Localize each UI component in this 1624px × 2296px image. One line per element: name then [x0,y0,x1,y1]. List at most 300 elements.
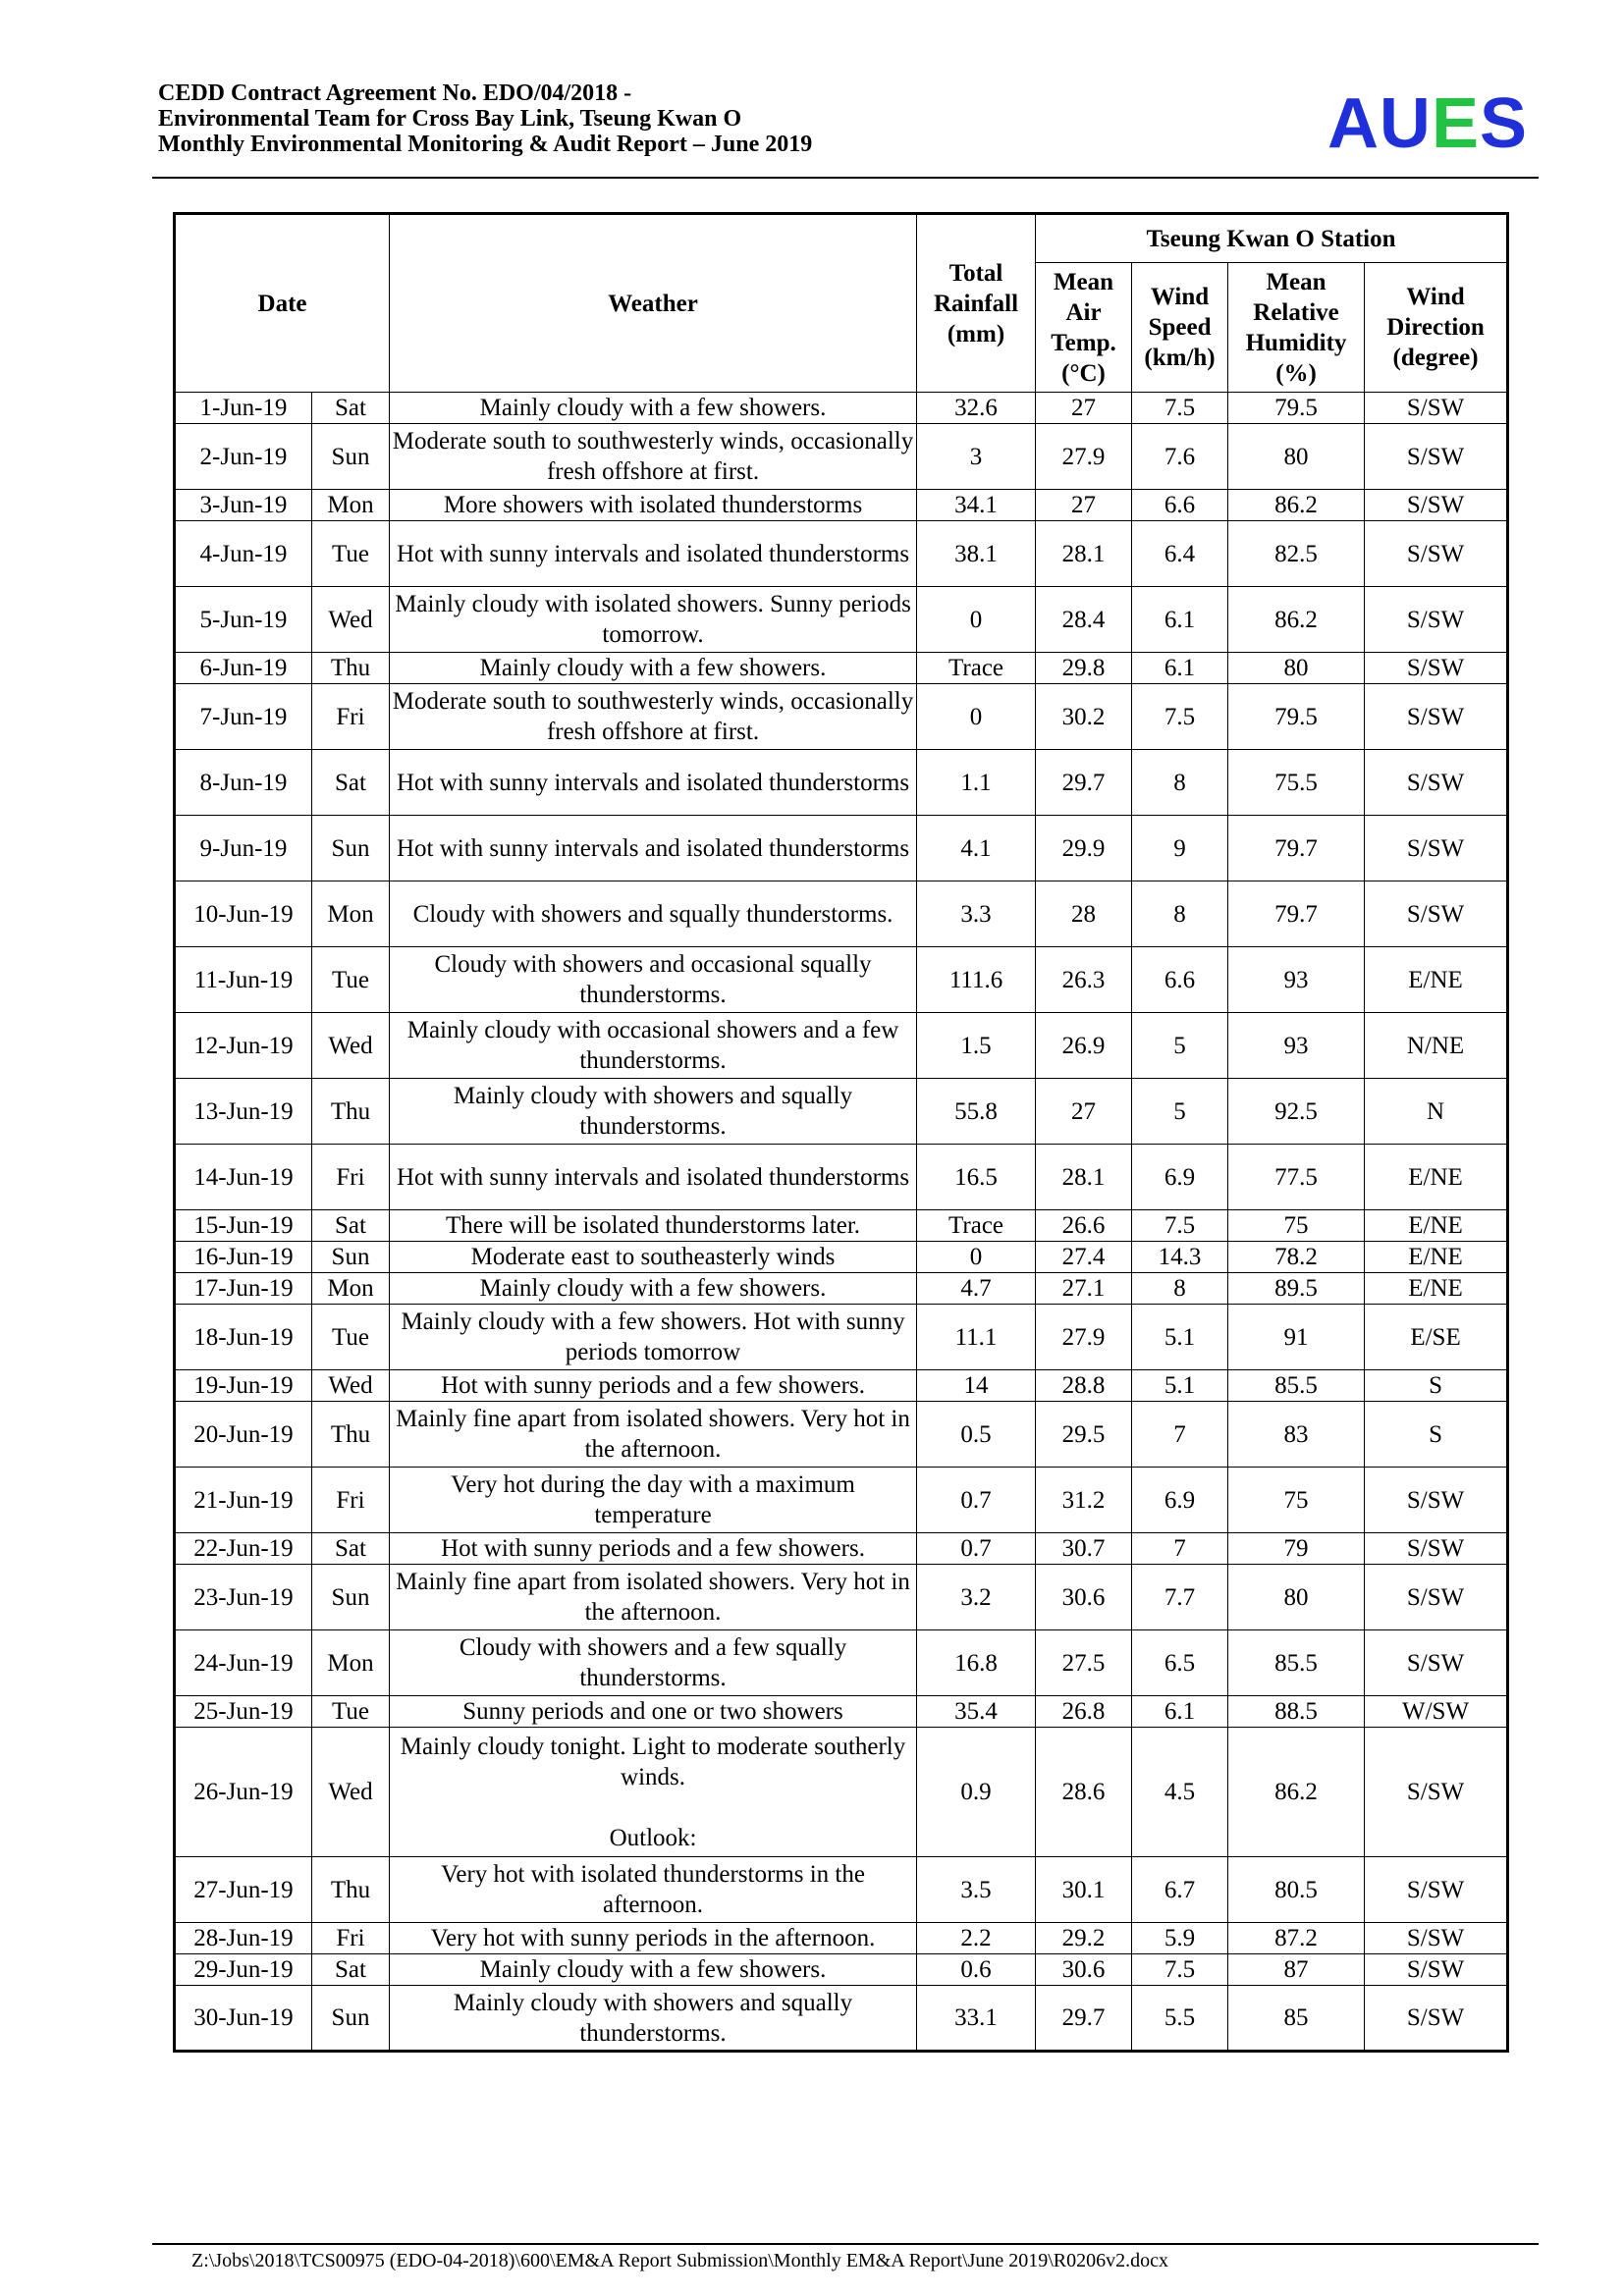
weather-cell [390,1370,917,1402]
temp-cell: 30.6 [1036,1954,1132,1986]
file-path-footer: Z:\Jobs\2018\TCS00975 (EDO-04-2018)\600\EM&A Report Submission\Monthly EM&A Report\June 2019\R0206v2.docx [191,2250,1169,2271]
day-cell: Thu [312,653,390,684]
wind-speed-cell: 6.6 [1132,947,1228,1013]
date-cell: 10-Jun-19 [175,881,312,947]
wind-direction-cell: S/SW [1365,1728,1508,1857]
date-cell: 28-Jun-19 [175,1923,312,1954]
date-cell: 12-Jun-19 [175,1013,312,1079]
rainfall-cell: 2.2 [917,1923,1036,1954]
weather-text: Moderate south to southwesterly winds, occasionally fresh offshore at first. [392,428,914,485]
wind-speed-cell: 6.1 [1132,587,1228,653]
wind-speed-cell: 6.1 [1132,653,1228,684]
wind-direction-header: Wind Direction (degree) [1365,263,1508,393]
weather-cell [390,1630,917,1696]
table-row [175,1565,1508,1630]
date-cell: 25-Jun-19 [175,1696,312,1728]
humidity-cell: 89.5 [1228,1273,1365,1305]
day-cell: Tue [312,521,390,587]
rainfall-cell: 32.6 [917,393,1036,424]
temp-cell: 28.8 [1036,1370,1132,1402]
wind-direction-cell: E/NE [1365,1273,1508,1305]
wind-direction-cell: S [1365,1402,1508,1468]
date-cell: 26-Jun-19 [175,1728,312,1857]
rainfall-cell: Trace [917,653,1036,684]
weather-text: Mainly fine apart from isolated showers. Very hot in the afternoon. [396,1569,910,1626]
temp-cell: 31.2 [1036,1468,1132,1533]
rainfall-cell: 35.4 [917,1696,1036,1728]
wind-speed-cell: 6.9 [1132,1468,1228,1533]
day-cell: Sat [312,750,390,816]
table-row [175,1370,1508,1402]
humidity-cell: 77.5 [1228,1145,1365,1210]
wind-direction-cell: S/SW [1365,587,1508,653]
table-row [175,1630,1508,1696]
day-cell: Fri [312,684,390,750]
wind-speed-cell: 6.1 [1132,1696,1228,1728]
weather-table [173,212,1509,2053]
table-row [175,1923,1508,1954]
date-cell: 14-Jun-19 [175,1145,312,1210]
weather-cell [390,947,917,1013]
day-cell: Fri [312,1923,390,1954]
wind-direction-cell: W/SW [1365,1696,1508,1728]
humidity-cell: 93 [1228,947,1365,1013]
day-cell: Wed [312,1013,390,1079]
table-row [175,1696,1508,1728]
wind-direction-cell: S/SW [1365,881,1508,947]
wind-speed-cell: 7.5 [1132,1954,1228,1986]
weather-cell [390,1402,917,1468]
temp-cell: 27.5 [1036,1630,1132,1696]
weather-text: Mainly cloudy with a few showers. [479,655,827,681]
humidity-cell: 87 [1228,1954,1365,1986]
weather-text: Mainly cloudy with a few showers. Hot with sunny periods tomorrow [401,1308,905,1365]
wind-speed-cell: 4.5 [1132,1728,1228,1857]
day-cell: Mon [312,881,390,947]
report-title-line: Monthly Environmental Monitoring & Audit Report – June 2019 [158,132,813,157]
temp-cell: 28.4 [1036,587,1132,653]
wind-speed-cell: 5 [1132,1013,1228,1079]
day-cell: Sat [312,393,390,424]
rainfall-cell: 1.5 [917,1013,1036,1079]
humidity-cell: 93 [1228,1013,1365,1079]
weather-text: Hot with sunny intervals and isolated thunderstorms [396,1163,910,1191]
weather-text: Cloudy with showers and occasional squally thunderstorms. [434,951,872,1008]
day-cell: Mon [312,490,390,521]
weather-text: Mainly cloudy with a few showers. [479,1275,827,1302]
weather-cell [390,393,917,424]
weather-text: Mainly cloudy with isolated showers. Sunny periods tomorrow. [395,591,911,648]
temp-cell: 27.4 [1036,1242,1132,1273]
weather-outlook: Outlook: [609,1824,697,1851]
temp-cell: 27 [1036,1079,1132,1145]
wind-direction-cell: S/SW [1365,1923,1508,1954]
date-cell: 21-Jun-19 [175,1468,312,1533]
humidity-cell: 80 [1228,653,1365,684]
temp-cell: 27 [1036,490,1132,521]
date-cell: 8-Jun-19 [175,750,312,816]
weather-text: Very hot during the day with a maximum temperature [451,1471,855,1528]
day-cell: Tue [312,947,390,1013]
weather-text: Mainly cloudy with showers and squally thunderstorms. [453,1083,853,1140]
temp-cell: 29.2 [1036,1923,1132,1954]
weather-text: Moderate south to southwesterly winds, occasionally fresh offshore at first. [392,688,914,745]
date-header: Date [175,214,390,393]
wind-direction-cell: E/SE [1365,1305,1508,1370]
date-cell: 5-Jun-19 [175,587,312,653]
wind-speed-cell: 7.5 [1132,1210,1228,1242]
table-row [175,1210,1508,1242]
humidity-cell: 86.2 [1228,1728,1365,1857]
wind-speed-cell: 7 [1132,1533,1228,1565]
rainfall-cell: 55.8 [917,1079,1036,1145]
day-cell: Thu [312,1079,390,1145]
rainfall-cell: 14 [917,1370,1036,1402]
date-cell: 16-Jun-19 [175,1242,312,1273]
date-cell: 13-Jun-19 [175,1079,312,1145]
rainfall-cell: 1.1 [917,750,1036,816]
date-cell: 20-Jun-19 [175,1402,312,1468]
wind-direction-cell: S/SW [1365,816,1508,881]
weather-cell [390,1242,917,1273]
day-cell: Wed [312,1370,390,1402]
wind-speed-cell: 8 [1132,1273,1228,1305]
weather-cell [390,881,917,947]
date-cell: 27-Jun-19 [175,1857,312,1923]
weather-cell [390,1145,917,1210]
weather-text: Hot with sunny intervals and isolated thunderstorms [396,834,910,862]
weather-text: Hot with sunny periods and a few showers. [441,1372,865,1399]
weather-text: Hot with sunny intervals and isolated thunderstorms [396,769,910,796]
wind-direction-cell: E/NE [1365,1145,1508,1210]
weather-cell [390,1533,917,1565]
table-row [175,490,1508,521]
humidity-cell: 80 [1228,1565,1365,1630]
team-line: Environmental Team for Cross Bay Link, Tseung Kwan O [158,106,742,132]
day-cell: Thu [312,1857,390,1923]
rainfall-cell: 11.1 [917,1305,1036,1370]
wind-direction-cell: S/SW [1365,1468,1508,1533]
rainfall-cell: 3.2 [917,1565,1036,1630]
wind-speed-cell: 7.5 [1132,684,1228,750]
rainfall-cell: 3 [917,424,1036,490]
weather-text: Mainly cloudy with occasional showers and a few thunderstorms. [406,1017,899,1074]
humidity-cell: 80.5 [1228,1857,1365,1923]
table-row [175,653,1508,684]
table-row [175,1145,1508,1210]
table-row [175,816,1508,881]
wind-direction-cell: S/SW [1365,521,1508,587]
rainfall-cell: 34.1 [917,490,1036,521]
wind-speed-header: Wind Speed (km/h) [1132,263,1228,393]
table-row [175,393,1508,424]
day-cell: Sun [312,1986,390,2052]
rainfall-header: Total Rainfall (mm) [917,214,1036,393]
wind-speed-cell: 7 [1132,1402,1228,1468]
weather-cell [390,1728,917,1857]
day-cell: Thu [312,1402,390,1468]
weather-text: Mainly cloudy with a few showers. [479,1956,827,1983]
rainfall-cell: 0.6 [917,1954,1036,1986]
weather-text: Cloudy with showers and a few squally thunderstorms. [459,1634,847,1691]
footer-divider [152,2243,1539,2245]
day-cell: Sun [312,1565,390,1630]
wind-speed-cell: 7.6 [1132,424,1228,490]
header-text [158,80,812,157]
temp-cell: 28.6 [1036,1728,1132,1857]
wind-speed-cell: 5.1 [1132,1305,1228,1370]
rainfall-cell: 16.5 [917,1145,1036,1210]
date-cell: 30-Jun-19 [175,1986,312,2052]
humidity-cell: 92.5 [1228,1079,1365,1145]
wind-direction-cell: S/SW [1365,1630,1508,1696]
weather-text: Moderate east to southeasterly winds [470,1244,836,1270]
temp-header: Mean Air Temp. (°C) [1036,263,1132,393]
temp-cell: 29.5 [1036,1402,1132,1468]
date-cell: 2-Jun-19 [175,424,312,490]
wind-speed-cell: 6.9 [1132,1145,1228,1210]
rainfall-cell: 111.6 [917,947,1036,1013]
wind-direction-cell: S/SW [1365,424,1508,490]
temp-cell: 26.8 [1036,1696,1132,1728]
wind-direction-cell: S/SW [1365,1533,1508,1565]
wind-direction-cell: S/SW [1365,393,1508,424]
weather-text: Hot with sunny intervals and isolated thunderstorms [396,540,910,567]
weather-cell [390,1013,917,1079]
wind-direction-cell: S/SW [1365,1986,1508,2052]
table-row [175,1273,1508,1305]
station-header: Tseung Kwan O Station [1036,214,1508,263]
temp-cell: 29.7 [1036,750,1132,816]
date-cell: 17-Jun-19 [175,1273,312,1305]
temp-cell: 30.7 [1036,1533,1132,1565]
humidity-cell: 87.2 [1228,1923,1365,1954]
wind-direction-cell: S/SW [1365,684,1508,750]
weather-cell [390,1954,917,1986]
rainfall-cell: 0.9 [917,1728,1036,1857]
wind-direction-cell: N [1365,1079,1508,1145]
temp-cell: 29.8 [1036,653,1132,684]
date-cell: 4-Jun-19 [175,521,312,587]
humidity-cell: 80 [1228,424,1365,490]
table-row [175,424,1508,490]
date-cell: 19-Jun-19 [175,1370,312,1402]
humidity-cell: 79.5 [1228,684,1365,750]
humidity-cell: 79 [1228,1533,1365,1565]
weather-cell [390,1305,917,1370]
humidity-cell: 86.2 [1228,587,1365,653]
date-cell: 6-Jun-19 [175,653,312,684]
date-cell: 24-Jun-19 [175,1630,312,1696]
wind-direction-cell: E/NE [1365,1242,1508,1273]
rainfall-cell: 38.1 [917,521,1036,587]
weather-cell [390,424,917,490]
table-row [175,1402,1508,1468]
weather-cell [390,1273,917,1305]
weather-cell [390,653,917,684]
wind-direction-cell: E/NE [1365,947,1508,1013]
header-divider [152,177,1539,179]
humidity-cell: 88.5 [1228,1696,1365,1728]
table-row [175,1728,1508,1857]
table-row [175,1986,1508,2052]
date-cell: 18-Jun-19 [175,1305,312,1370]
wind-direction-cell: S/SW [1365,750,1508,816]
weather-text: Cloudy with showers and squally thunderstorms. [412,900,893,928]
weather-text: There will be isolated thunderstorms later. [445,1212,861,1239]
rainfall-cell: 4.7 [917,1273,1036,1305]
wind-speed-cell: 7.5 [1132,393,1228,424]
day-cell: Mon [312,1273,390,1305]
temp-cell: 30.1 [1036,1857,1132,1923]
day-cell: Wed [312,1728,390,1857]
weather-cell [390,1468,917,1533]
day-cell: Sun [312,1242,390,1273]
weather-cell [390,684,917,750]
table-row [175,1954,1508,1986]
date-cell: 7-Jun-19 [175,684,312,750]
temp-cell: 29.9 [1036,816,1132,881]
table-row [175,521,1508,587]
humidity-cell: 82.5 [1228,521,1365,587]
weather-cell [390,1857,917,1923]
humidity-cell: 85 [1228,1986,1365,2052]
weather-text: Mainly cloudy with a few showers. [479,395,827,421]
table-row [175,684,1508,750]
table-row [175,1857,1508,1923]
temp-cell: 29.7 [1036,1986,1132,2052]
day-cell: Fri [312,1468,390,1533]
weather-cell [390,1986,917,2052]
temp-cell: 26.6 [1036,1210,1132,1242]
date-cell: 15-Jun-19 [175,1210,312,1242]
weather-table-container [173,212,1506,2053]
temp-cell: 27.9 [1036,424,1132,490]
wind-direction-cell: S/SW [1365,490,1508,521]
weather-cell [390,521,917,587]
table-row [175,1305,1508,1370]
weather-table-body [175,393,1508,2052]
weather-text: Very hot with isolated thunderstorms in the afternoon. [441,1861,865,1918]
humidity-cell: 79.7 [1228,816,1365,881]
rainfall-cell: 0 [917,684,1036,750]
wind-speed-cell: 5.1 [1132,1370,1228,1402]
temp-cell: 28 [1036,881,1132,947]
rainfall-cell: 4.1 [917,816,1036,881]
date-cell: 22-Jun-19 [175,1533,312,1565]
table-row [175,881,1508,947]
temp-cell: 26.3 [1036,947,1132,1013]
rainfall-cell: 0.7 [917,1533,1036,1565]
date-cell: 11-Jun-19 [175,947,312,1013]
table-row [175,947,1508,1013]
humidity-header: Mean Relative Humidity (%) [1228,263,1365,393]
weather-text: More showers with isolated thunderstorms [443,492,863,518]
weather-cell [390,750,917,816]
wind-speed-cell: 9 [1132,816,1228,881]
wind-direction-cell: S [1365,1370,1508,1402]
humidity-cell: 85.5 [1228,1370,1365,1402]
rainfall-cell: 0.7 [917,1468,1036,1533]
humidity-cell: 78.2 [1228,1242,1365,1273]
temp-cell: 30.2 [1036,684,1132,750]
weather-text: Mainly fine apart from isolated showers. Very hot in the afternoon. [396,1406,910,1463]
weather-cell [390,490,917,521]
table-row [175,1468,1508,1533]
wind-direction-cell: E/NE [1365,1210,1508,1242]
table-row [175,1013,1508,1079]
humidity-cell: 79.5 [1228,393,1365,424]
wind-speed-cell: 5 [1132,1079,1228,1145]
rainfall-cell: 3.5 [917,1857,1036,1923]
day-cell: Tue [312,1305,390,1370]
day-cell: Sat [312,1954,390,1986]
date-cell: 3-Jun-19 [175,490,312,521]
table-row [175,1533,1508,1565]
humidity-cell: 75 [1228,1468,1365,1533]
weather-text: Sunny periods and one or two showers [462,1698,843,1725]
rainfall-cell: 3.3 [917,881,1036,947]
day-cell: Sat [312,1533,390,1565]
humidity-cell: 79.7 [1228,881,1365,947]
spacer [392,1792,914,1823]
wind-speed-cell: 6.4 [1132,521,1228,587]
humidity-cell: 91 [1228,1305,1365,1370]
temp-cell: 26.9 [1036,1013,1132,1079]
wind-speed-cell: 6.6 [1132,490,1228,521]
temp-cell: 28.1 [1036,521,1132,587]
rainfall-cell: Trace [917,1210,1036,1242]
wind-speed-cell: 8 [1132,750,1228,816]
table-row [175,1079,1508,1145]
day-cell: Fri [312,1145,390,1210]
day-cell: Sun [312,816,390,881]
weather-cell [390,1079,917,1145]
rainfall-cell: 0 [917,587,1036,653]
wind-speed-cell: 7.7 [1132,1565,1228,1630]
wind-direction-cell: S/SW [1365,1565,1508,1630]
day-cell: Tue [312,1696,390,1728]
date-cell: 23-Jun-19 [175,1565,312,1630]
wind-direction-cell: S/SW [1365,1954,1508,1986]
day-cell: Sun [312,424,390,490]
weather-cell [390,1210,917,1242]
rainfall-cell: 16.8 [917,1630,1036,1696]
temp-cell: 30.6 [1036,1565,1132,1630]
rainfall-cell: 0 [917,1242,1036,1273]
day-cell: Sat [312,1210,390,1242]
rainfall-cell: 33.1 [917,1986,1036,2052]
wind-speed-cell: 5.5 [1132,1986,1228,2052]
humidity-cell: 86.2 [1228,490,1365,521]
wind-speed-cell: 14.3 [1132,1242,1228,1273]
table-row [175,1242,1508,1273]
wind-speed-cell: 6.5 [1132,1630,1228,1696]
wind-direction-cell: S/SW [1365,1857,1508,1923]
temp-cell: 27 [1036,393,1132,424]
table-row [175,750,1508,816]
contract-line: CEDD Contract Agreement No. EDO/04/2018 - [158,80,632,106]
wind-direction-cell: S/SW [1365,653,1508,684]
weather-text: Mainly cloudy with showers and squally thunderstorms. [453,1989,853,2047]
aues-logo: AUES [1326,84,1528,163]
date-cell: 29-Jun-19 [175,1954,312,1986]
humidity-cell: 85.5 [1228,1630,1365,1696]
weather-cell [390,816,917,881]
humidity-cell: 75 [1228,1210,1365,1242]
temp-cell: 27.1 [1036,1273,1132,1305]
date-cell: 1-Jun-19 [175,393,312,424]
